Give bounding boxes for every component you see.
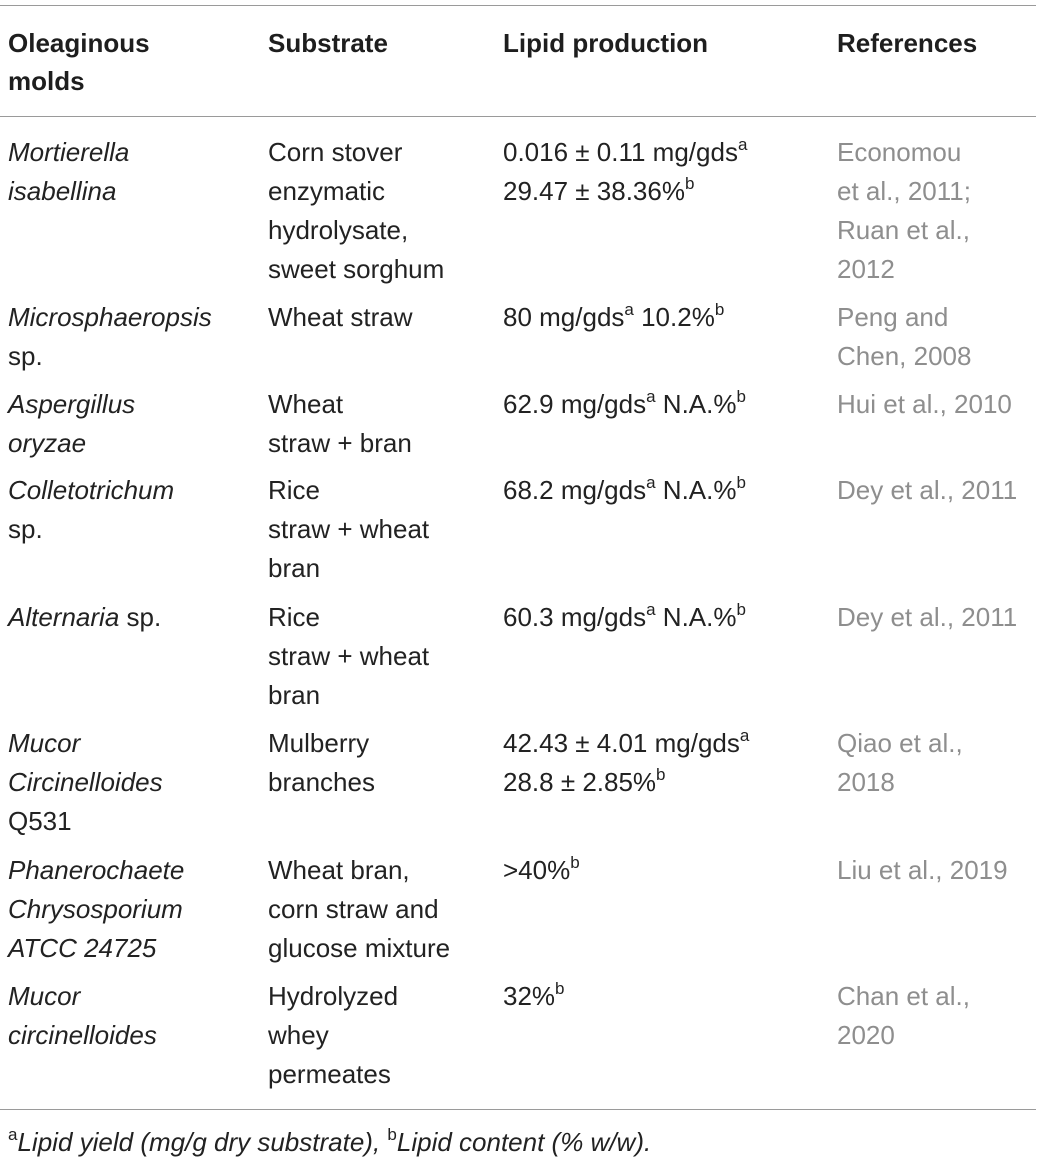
lipid-cell — [503, 298, 724, 337]
footnote-marker: a — [739, 726, 750, 745]
substrate-line: straw + bran — [268, 428, 412, 458]
lipid-value: N.A.% — [655, 475, 737, 505]
substrate-line: Rice — [268, 475, 321, 505]
lipid-value: 0.016 ± 0.11 mg/gds — [503, 137, 738, 167]
footnote-marker: a — [737, 135, 748, 154]
table-top-rule — [0, 5, 1036, 6]
footnote-text: Lipid content (% w/w). — [396, 1127, 652, 1157]
lipid-line — [503, 471, 746, 510]
lipid-line — [503, 298, 724, 337]
footnote-marker: a — [646, 600, 656, 619]
lipid-line — [503, 133, 747, 172]
organism-cell — [8, 385, 135, 463]
header-oleaginous-molds — [8, 24, 150, 100]
organism-line: Phanerochaete — [8, 855, 185, 885]
organism-cell — [8, 471, 174, 549]
substrate-line: Mulberry — [268, 728, 370, 758]
lipid-line — [503, 724, 749, 763]
organism-line: Aspergillus — [8, 389, 136, 419]
organism-cell — [8, 133, 129, 211]
lipid-cell — [503, 133, 747, 211]
lipid-line — [503, 977, 565, 1016]
lipid-cell — [503, 385, 746, 424]
lipid-value: N.A.% — [655, 602, 737, 632]
footnote-marker: a — [646, 473, 656, 492]
organism-line: circinelloides — [8, 1020, 157, 1050]
footnote-marker: a — [646, 387, 656, 406]
organism-line — [8, 598, 161, 637]
reference-line: Liu et al., 2019 — [837, 855, 1008, 885]
organism-line: oryzae — [8, 428, 87, 458]
organism-cell — [8, 851, 184, 968]
substrate-cell — [268, 724, 375, 802]
lipid-value: 32% — [503, 981, 556, 1011]
reference-line: Hui et al., 2010 — [837, 389, 1012, 419]
substrate-line: whey — [268, 1020, 329, 1050]
substrate-cell — [268, 471, 429, 588]
reference-line: Chen, 2008 — [837, 341, 972, 371]
lipid-value: N.A.% — [655, 389, 737, 419]
lipid-value: 42.43 ± 4.01 mg/gds — [503, 728, 740, 758]
reference-line: Dey et al., 2011 — [837, 475, 1018, 505]
organism-genus: Alternaria — [8, 602, 120, 632]
substrate-cell — [268, 851, 450, 968]
table-footnote — [8, 1125, 651, 1159]
substrate-line: hydrolysate, — [268, 215, 409, 245]
organism-line: Chrysosporium — [8, 894, 183, 924]
reference-line: 2012 — [837, 254, 895, 284]
reference-cell — [837, 724, 963, 802]
substrate-cell — [268, 977, 398, 1094]
reference-line: Chan et al., — [837, 981, 970, 1011]
organism-cell — [8, 724, 163, 841]
footnote-marker: a — [624, 300, 634, 319]
header-col1-line2: molds — [8, 66, 85, 96]
organism-line: ATCC 24725 — [8, 933, 157, 963]
organism-cell — [8, 977, 157, 1055]
substrate-cell — [268, 385, 412, 463]
substrate-line: sweet sorghum — [268, 254, 445, 284]
reference-line: 2018 — [837, 767, 895, 797]
substrate-line: Corn stover — [268, 137, 403, 167]
organism-line: Q531 — [8, 806, 72, 836]
substrate-line: Hydrolyzed — [268, 981, 399, 1011]
header-col1-line1: Oleaginous — [8, 28, 150, 58]
substrate-line: bran — [268, 680, 321, 710]
lipid-cell — [503, 598, 746, 637]
reference-cell — [837, 133, 971, 289]
footnote-marker: b — [555, 979, 565, 998]
footnote-marker: b — [570, 853, 580, 872]
header-substrate: Substrate — [268, 28, 388, 58]
substrate-line: corn straw and — [268, 894, 439, 924]
substrate-line: straw + wheat — [268, 514, 430, 544]
reference-line: Economou — [837, 137, 962, 167]
lipid-value: 60.3 mg/gds — [503, 602, 647, 632]
lipid-value: 68.2 mg/gds — [503, 475, 647, 505]
footnote-marker: b — [736, 387, 746, 406]
lipid-value: 29.47 ± 38.36% — [503, 176, 685, 206]
lipid-cell — [503, 851, 580, 890]
substrate-line: Wheat — [268, 389, 344, 419]
organism-line: Colletotrichum — [8, 475, 175, 505]
reference-cell — [837, 851, 1008, 890]
organism-line: isabellina — [8, 176, 117, 206]
lipid-cell — [503, 471, 746, 510]
reference-cell — [837, 298, 971, 376]
reference-line: Dey et al., 2011 — [837, 602, 1018, 632]
reference-line: Ruan et al., — [837, 215, 970, 245]
footnote-marker: b — [714, 300, 725, 319]
substrate-line: straw + wheat — [268, 641, 430, 671]
organism-cell — [8, 298, 212, 376]
header-lipid-production: Lipid production — [503, 28, 709, 58]
lipid-line — [503, 763, 749, 802]
substrate-cell — [268, 598, 429, 715]
substrate-line: Wheat bran, — [268, 855, 410, 885]
reference-cell — [837, 471, 1017, 510]
header-rule — [0, 116, 1036, 117]
substrate-line: glucose mixture — [268, 933, 451, 963]
substrate-cell — [268, 133, 444, 289]
organism-line: Mucor — [8, 728, 81, 758]
substrate-line: branches — [268, 767, 375, 797]
lipid-value: >40% — [503, 855, 571, 885]
organism-line: sp. — [8, 514, 43, 544]
lipid-cell — [503, 977, 565, 1016]
footnote-marker: b — [656, 765, 666, 784]
footnote-marker: a — [8, 1125, 18, 1144]
substrate-cell — [268, 298, 413, 337]
organism-line: sp. — [8, 341, 43, 371]
lipid-value: 80 mg/gds — [503, 302, 625, 332]
organism-line: Circinelloides — [8, 767, 163, 797]
organism-line: Mucor — [8, 981, 81, 1011]
lipid-line — [503, 851, 580, 890]
substrate-line: bran — [268, 553, 321, 583]
footnote-text: Lipid yield (mg/g dry substrate), — [17, 1127, 388, 1157]
reference-line: 2020 — [837, 1020, 895, 1050]
footnote-marker: b — [387, 1125, 397, 1144]
reference-line: et al., 2011; — [837, 176, 971, 206]
reference-cell — [837, 598, 1017, 637]
lipid-value: 10.2% — [633, 302, 715, 332]
organism-cell — [8, 598, 161, 637]
substrate-line: Rice — [268, 602, 321, 632]
footnote-marker: b — [736, 600, 746, 619]
lipid-line — [503, 172, 747, 211]
organism-species: sp. — [119, 602, 162, 632]
lipid-cell — [503, 724, 749, 802]
lipid-line — [503, 385, 746, 424]
footnote-marker: b — [736, 473, 746, 492]
reference-line: Qiao et al., — [837, 728, 963, 758]
reference-line: Peng and — [837, 302, 949, 332]
header-references: References — [837, 28, 978, 58]
table-bottom-rule — [0, 1109, 1036, 1110]
reference-cell — [837, 977, 970, 1055]
substrate-line: permeates — [268, 1059, 391, 1089]
reference-cell — [837, 385, 1012, 424]
lipid-line — [503, 598, 746, 637]
substrate-line: enzymatic — [268, 176, 386, 206]
footnote-marker: b — [684, 174, 695, 193]
lipid-value: 28.8 ± 2.85% — [503, 767, 657, 797]
organism-line: Mortierella — [8, 137, 130, 167]
substrate-line: Wheat straw — [268, 302, 413, 332]
lipid-value: 62.9 mg/gds — [503, 389, 647, 419]
organism-line: Microsphaeropsis — [8, 302, 212, 332]
